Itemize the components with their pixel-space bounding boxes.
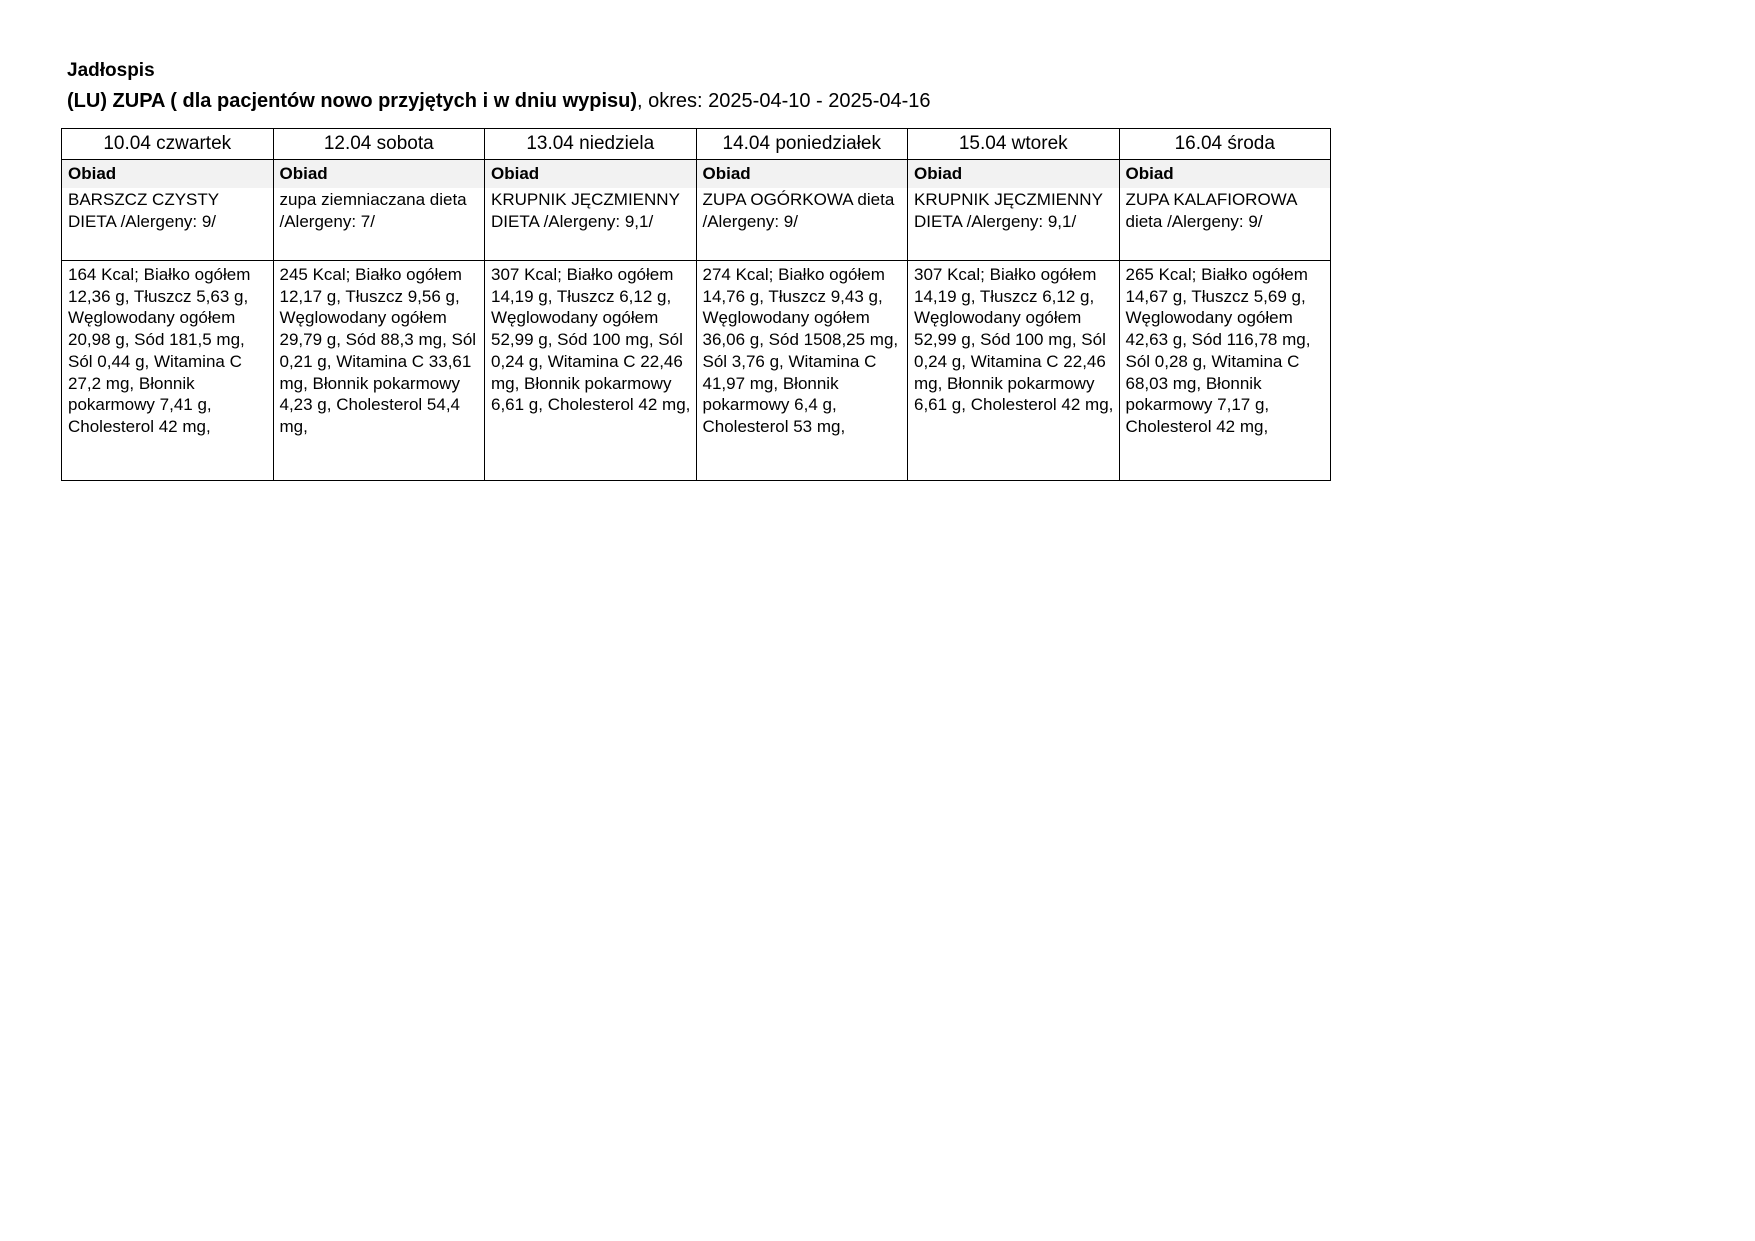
day-header: 15.04 wtorek: [908, 129, 1120, 160]
nutrition-text: 274 Kcal; Białko ogółem 14,76 g, Tłuszcz 9,43 g, Węglowodany ogółem 36,06 g, Sód 1508,25 mg, Sól 3,76 g, Witamina C 41,97 mg, Błonnik pokarmowy 6,4 g, Cholesterol 53 mg,: [702, 265, 899, 436]
dish-name: ZUPA OGÓRKOWA dieta /Alergeny: 9/: [702, 190, 895, 231]
nutrition-cell: [62, 261, 274, 481]
meal-label: Obiad: [62, 160, 273, 188]
day-header: 10.04 czwartek: [62, 129, 274, 160]
meal-row: [62, 160, 1331, 261]
nutrition-row: [62, 261, 1331, 481]
meal-cell: [696, 160, 908, 261]
meal-cell: [485, 160, 697, 261]
nutrition-cell: [273, 261, 485, 481]
meal-cell: [908, 160, 1120, 261]
period-range: , okres: 2025-04-10 - 2025-04-16: [637, 90, 931, 112]
meal-label: Obiad: [274, 160, 485, 188]
dish-name: zupa ziemniaczana dieta /Alergeny: 7/: [279, 190, 467, 231]
dish-name: ZUPA KALAFIOROWA dieta /Alergeny: 9/: [1125, 190, 1297, 231]
diet-name: (LU) ZUPA ( dla pacjentów nowo przyjętych i w dniu wypisu): [67, 90, 638, 112]
nutrition-text: 245 Kcal; Białko ogółem 12,17 g, Tłuszcz 9,56 g, Węglowodany ogółem 29,79 g, Sód 88,3 mg, Sól 0,21 g, Witamina C 33,61 mg, Błonnik pokarmowy 4,23 g, Cholesterol 54,4 mg,: [279, 265, 477, 436]
meal-cell: [62, 160, 274, 261]
menu-table: [61, 128, 1331, 481]
day-header-row: [62, 129, 1331, 160]
dish-name: KRUPNIK JĘCZMIENNY DIETA /Alergeny: 9,1/: [491, 190, 680, 231]
nutrition-cell: [1119, 261, 1331, 481]
nutrition-text: 307 Kcal; Białko ogółem 14,19 g, Tłuszcz 6,12 g, Węglowodany ogółem 52,99 g, Sód 100 mg, Sól 0,24 g, Witamina C 22,46 mg, Błonnik pokarmowy 6,61 g, Cholesterol 42 mg,: [914, 265, 1114, 415]
meal-label: Obiad: [1120, 160, 1331, 188]
nutrition-cell: [485, 261, 697, 481]
nutrition-cell: [696, 261, 908, 481]
nutrition-cell: [908, 261, 1120, 481]
document-subtitle: [67, 89, 931, 113]
day-header: 12.04 sobota: [273, 129, 485, 160]
nutrition-text: 307 Kcal; Białko ogółem 14,19 g, Tłuszcz 6,12 g, Węglowodany ogółem 52,99 g, Sód 100 mg, Sól 0,24 g, Witamina C 22,46 mg, Błonnik pokarmowy 6,61 g, Cholesterol 42 mg,: [491, 265, 691, 415]
meal-label: Obiad: [908, 160, 1119, 188]
dish-name: BARSZCZ CZYSTY DIETA /Alergeny: 9/: [68, 190, 219, 231]
nutrition-text: 164 Kcal; Białko ogółem 12,36 g, Tłuszcz 5,63 g, Węglowodany ogółem 20,98 g, Sód 181,5 mg, Sól 0,44 g, Witamina C 27,2 mg, Błonnik pokarmowy 7,41 g, Cholesterol 42 mg,: [68, 265, 251, 436]
meal-cell: [273, 160, 485, 261]
meal-cell: [1119, 160, 1331, 261]
dish-name: KRUPNIK JĘCZMIENNY DIETA /Alergeny: 9,1/: [914, 190, 1103, 231]
day-header: 16.04 środa: [1119, 129, 1331, 160]
day-header: 13.04 niedziela: [485, 129, 697, 160]
meal-label: Obiad: [485, 160, 696, 188]
nutrition-text: 265 Kcal; Białko ogółem 14,67 g, Tłuszcz 5,69 g, Węglowodany ogółem 42,63 g, Sód 116,78 mg, Sól 0,28 g, Witamina C 68,03 mg, Błonnik pokarmowy 7,17 g, Cholesterol 42 mg,: [1125, 265, 1311, 436]
meal-label: Obiad: [697, 160, 908, 188]
day-header: 14.04 poniedziałek: [696, 129, 908, 160]
document-title: Jadłospis: [67, 60, 155, 81]
